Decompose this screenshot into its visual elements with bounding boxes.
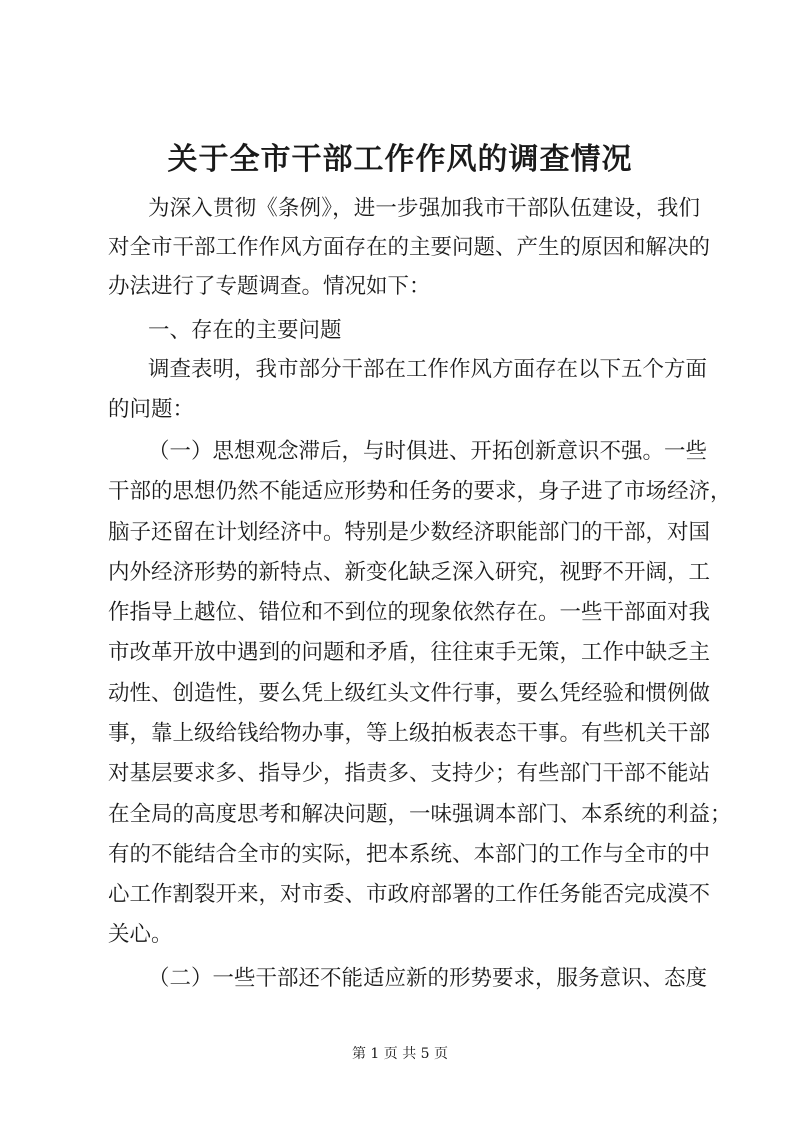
paragraph-line: 调查表明，我市部分干部在工作作风方面存在以下五个方面 <box>148 357 708 382</box>
paragraph-line: 内外经济形势的新特点、新变化缺乏深入研究，视野不开阔，工 <box>108 560 711 585</box>
paragraph-line: 为深入贯彻《条例》，进一步强加我市干部队伍建设，我们 <box>148 196 700 221</box>
document-title: 关于全市干部工作作风的调查情况 <box>167 142 633 177</box>
paragraph-line: 对全市干部工作作风方面存在的主要问题、产生的原因和解决的 <box>108 235 711 260</box>
paragraph-line: （二）一些干部还不能适应新的形势要求，服务意识、态度 <box>148 966 708 991</box>
paragraph-line: 脑子还留在计划经济中。特别是少数经济职能部门的干部，对国 <box>108 520 711 545</box>
paragraph-line: 在全局的高度思考和解决问题，一味强调本部门、本系统的利益； <box>108 802 732 827</box>
paragraph-line: 有的不能结合全市的实际，把本系统、本部门的工作与全市的中 <box>108 842 711 867</box>
section-heading: 一、存在的主要问题 <box>148 318 342 343</box>
paragraph-line: 关心。 <box>108 922 173 947</box>
paragraph-line: 干部的思想仍然不能适应形势和任务的要求，身子进了市场经济， <box>108 479 732 504</box>
paragraph-line: 对基层要求多、指导少，指责多、支持少；有些部门干部不能站 <box>108 761 711 786</box>
page-number: 第 1 页 共 5 页 <box>351 1046 449 1062</box>
paragraph-line: 动性、创造性，要么凭上级红头文件行事，要么凭经验和惯例做 <box>108 681 711 706</box>
paragraph-line: 作指导上越位、错位和不到位的现象依然存在。一些干部面对我 <box>108 600 711 625</box>
paragraph-line: （一）思想观念滞后，与时俱进、开拓创新意识不强。一些 <box>148 439 708 464</box>
paragraph-line: 心工作割裂开来，对市委、市政府部署的工作任务能否完成漠不 <box>108 882 711 907</box>
paragraph-line: 办法进行了专题调查。情况如下： <box>108 274 431 299</box>
paragraph-line: 的问题： <box>108 397 195 422</box>
paragraph-line: 事，靠上级给钱给物办事，等上级拍板表态干事。有些机关干部 <box>108 721 711 746</box>
paragraph-line: 市改革开放中遇到的问题和矛盾，往往束手无策，工作中缺乏主 <box>108 640 711 665</box>
